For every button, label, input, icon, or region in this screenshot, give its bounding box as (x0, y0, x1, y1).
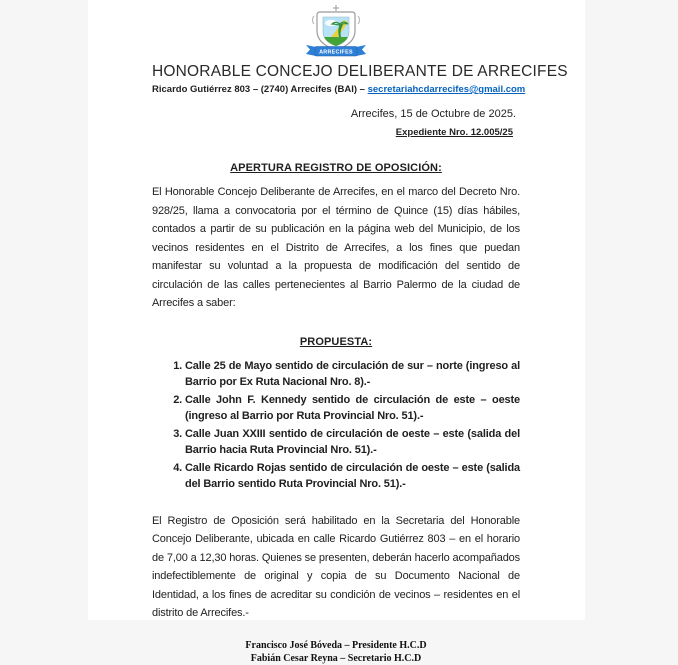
arrecifes-city-crest-icon (296, 4, 376, 58)
banner-text: ARRECIFES (319, 49, 353, 56)
banner-right-tail (356, 45, 366, 56)
proposal-item-4: 4. Calle Ricardo Rojas sentido de circulación de oeste – este (salida del Barrio sentido Ruta Provincial Nro. 51).- (185, 460, 520, 493)
secretary-email-link[interactable]: secretariahcdarrecifes@gmail.com (367, 84, 526, 95)
proposal-item-2: 2. Calle John F. Kennedy sentido de circulación de este – oeste (ingreso al Barrio por Ruta Provincial Nro. 51).- (185, 392, 520, 425)
logo-container (152, 0, 520, 58)
opening-heading: APERTURA REGISTRO DE OPOSICIÓN: (230, 162, 442, 174)
address-text: Ricardo Gutiérrez 803 – (2740) Arrecifes (BAI) – (152, 84, 368, 95)
dateline: Arrecifes, 15 de Octubre de 2025. (350, 108, 516, 120)
document-title: HONORABLE CONCEJO DELIBERANTE DE ARRECIFES (152, 63, 568, 80)
signature-president: Francisco José Bóveda – Presidente H.C.D (245, 639, 427, 651)
proposal-list (152, 358, 520, 493)
intro-paragraph: El Honorable Concejo Deliberante de Arrecifes, en el marco del Decreto Nro. 928/25, llama a convocatoria por el término de Quince (15) días hábiles, contados a partir de su publicación en la página web del Municipio, de los vecinos residentes en el Distrito de Arrecifes, a los fines que puedan manifestar su voluntad a la propuesta de modificación del sentido de circulación de las calles pertenecientes al Barrio Palermo de la ciudad de Arrecifes a saber: (152, 186, 520, 309)
proposal-heading: PROPUESTA: (299, 335, 373, 348)
signature-secretary: Fabián Cesar Reyna – Secretario H.C.D (250, 652, 422, 664)
expediente-number: Expediente Nro. 12.005/25 (395, 127, 513, 138)
proposal-item-3: 3. Calle Juan XXIII sentido de circulación de oeste – este (salida del Barrio hacia Ruta Provincial Nro. 51).- (185, 426, 520, 459)
proposal-item-1: 1. Calle 25 de Mayo sentido de circulación de sur – norte (ingreso al Barrio por Ex Ruta Nacional Nro. 8).- (185, 358, 520, 391)
address-line (152, 84, 526, 95)
closing-paragraph: El Registro de Oposición será habilitado en la Secretaria del Honorable Concejo Deliberante, ubicada en calle Ricardo Gutiérrez 803 – en el horario de 7,00 a 12,30 horas. Quienes se presenten, deberán hacerlo acompañados indefectiblemente de original y copia de su Documento Nacional de Identidad, a los fines de acreditar su condición de vecinos – residentes en el distrito de Arrecifes.- (152, 514, 520, 619)
document-page (88, 0, 585, 664)
banner-left-tail (306, 45, 316, 56)
signature-block (152, 639, 520, 665)
